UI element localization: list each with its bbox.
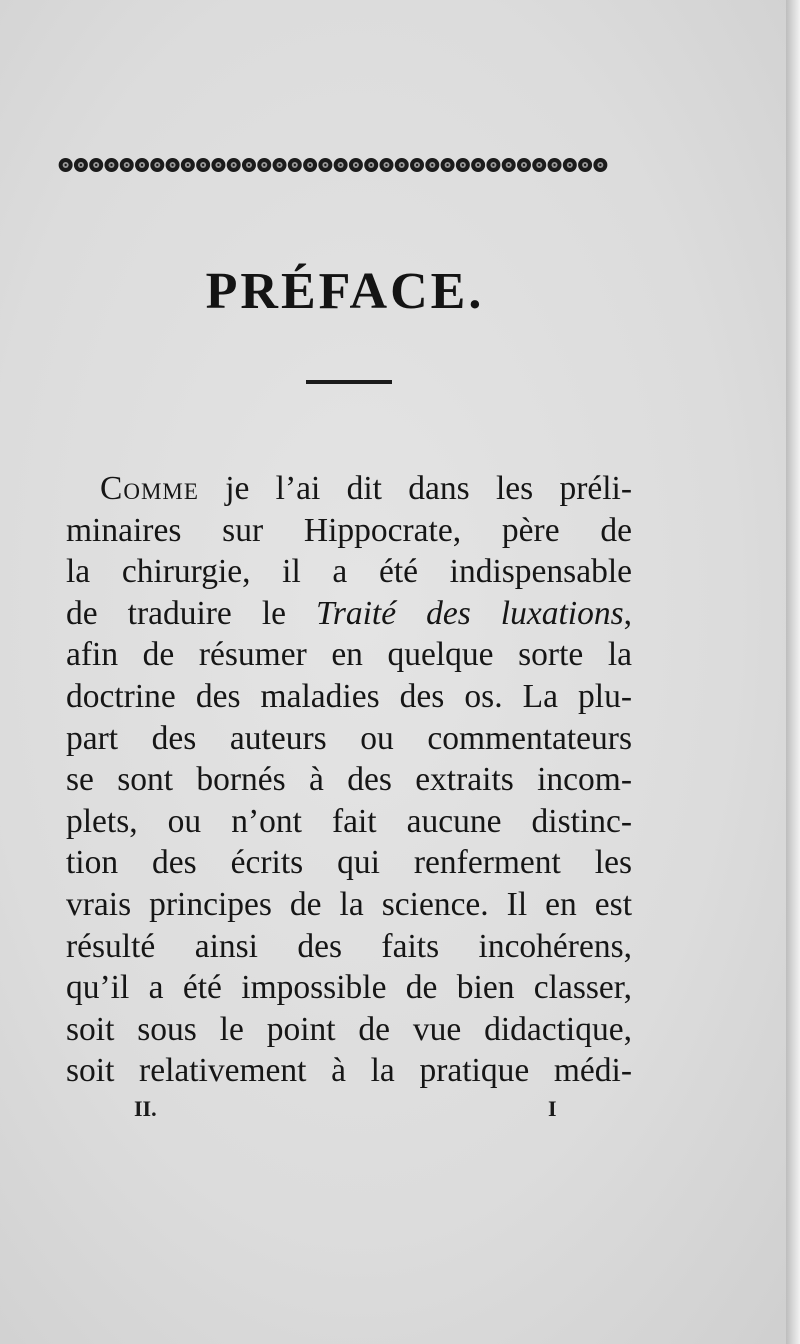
text-line <box>66 593 632 635</box>
text-line: plets, ou n’ont fait aucune distinc- <box>66 802 632 840</box>
ornament-rosette <box>257 158 271 172</box>
ornament-rosette <box>303 158 317 172</box>
ornament-rosette <box>318 158 332 172</box>
ornament-rosette <box>548 158 562 172</box>
page-edge <box>786 0 800 1344</box>
text-line: la chirurgie, il a été indispensable <box>66 553 632 591</box>
ornament-rosette <box>120 158 134 172</box>
ornament-rosette <box>441 158 455 172</box>
line-text: , <box>623 594 632 632</box>
ornament-rosette <box>486 158 500 172</box>
text-line <box>66 468 632 510</box>
line-text: de traduire le <box>66 594 317 632</box>
text-line: résulté ainsi des faits incohérens, <box>66 927 632 965</box>
text-line: doctrine des maladies des os. La plu- <box>66 677 632 715</box>
ornament-rosette <box>242 158 256 172</box>
ornament-rosette <box>273 158 287 172</box>
ornament-rosette <box>517 158 531 172</box>
ornament-rosette <box>563 158 577 172</box>
ornament-rosette <box>410 158 424 172</box>
text-line: part des auteurs ou commentateurs <box>66 719 632 757</box>
ornament-rosette <box>364 158 378 172</box>
ornament-rosette <box>150 158 164 172</box>
text-line: qu’il a été impossible de bien classer, <box>66 969 632 1007</box>
text-line: afin de résumer en quelque sorte la <box>66 636 632 674</box>
ornament-rosette <box>456 158 470 172</box>
text-line: soit sous le point de vue didactique, <box>66 1010 632 1048</box>
title-rule <box>306 380 392 384</box>
ornament-rosette <box>425 158 439 172</box>
ornament-rosette <box>227 158 241 172</box>
ornament-rosette <box>135 158 149 172</box>
ornament-rosette <box>593 158 607 172</box>
ornament-rosette <box>166 158 180 172</box>
italic-work-title: Traité des luxations <box>316 594 624 632</box>
ornament-rosette <box>74 158 88 172</box>
ornament-rosette <box>211 158 225 172</box>
signature-mark-right: I <box>548 1096 557 1121</box>
lead-word: Comme <box>100 470 199 507</box>
ornament-rosette <box>104 158 118 172</box>
signature-mark-left: II. <box>134 1096 157 1121</box>
ornament-rosette <box>502 158 516 172</box>
ornament-rosette <box>532 158 546 172</box>
ornament-rosette <box>59 158 73 172</box>
ornament-border <box>58 148 608 182</box>
ornament-rosette <box>379 158 393 172</box>
text-line: vrais principes de la science. Il en est <box>66 885 632 923</box>
ornament-rosette <box>89 158 103 172</box>
ornament-rosette <box>334 158 348 172</box>
ornament-rosette <box>471 158 485 172</box>
text-line: se sont bornés à des extraits incom- <box>66 761 632 799</box>
ornament-rosette <box>578 158 592 172</box>
line-text: je l’ai dit dans les préli- <box>198 470 632 507</box>
page-title: PRÉFACE. <box>205 263 485 320</box>
ornament-rosette <box>349 158 363 172</box>
ornament-rosette <box>196 158 210 172</box>
text-line: tion des écrits qui renferment les <box>66 844 632 882</box>
ornament-rosette <box>181 158 195 172</box>
text-line: soit relativement à la pratique médi- <box>66 1052 632 1090</box>
ornament-rosette <box>288 158 302 172</box>
body-paragraph <box>66 468 632 1092</box>
ornament-rosette <box>395 158 409 172</box>
text-line: minaires sur Hippocrate, père de <box>66 511 632 549</box>
